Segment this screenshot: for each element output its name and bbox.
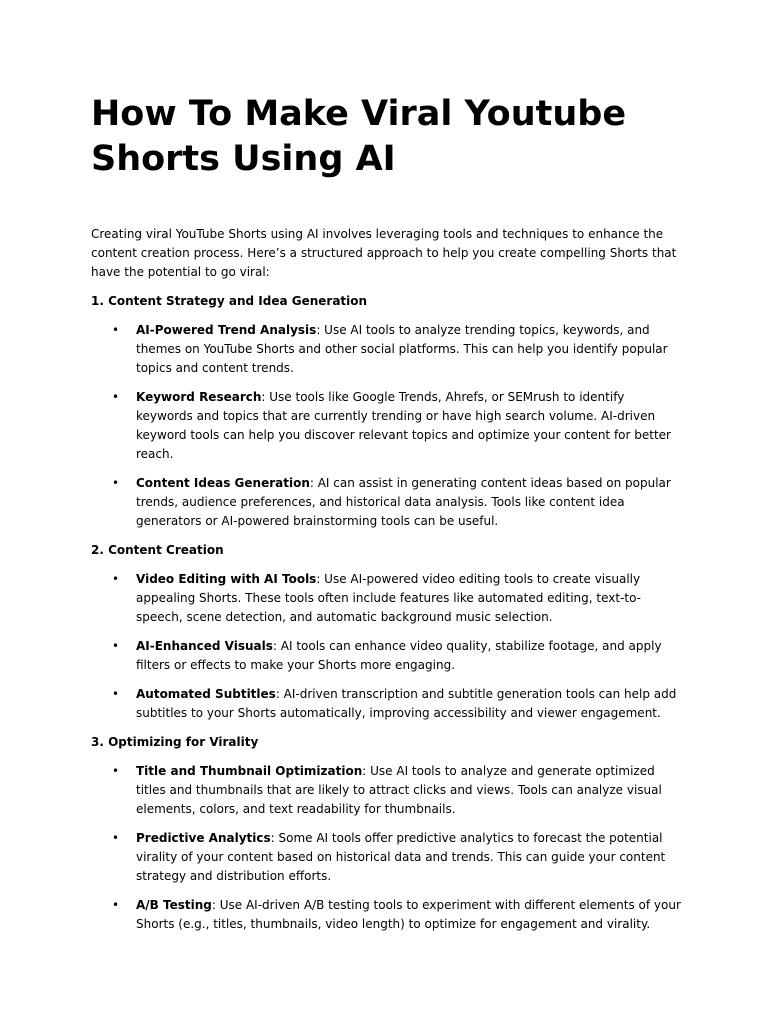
item-term: Video Editing with AI Tools	[136, 572, 317, 586]
item-text: : Use AI tools to analyze and generate optimized titles and thumbnails that are likely to attract clicks and views. Tools can analyze visual elements, colors, and text readability for thumbnails.	[136, 764, 662, 816]
item-term: Automated Subtitles	[136, 687, 276, 701]
document-page	[91, 92, 681, 944]
list-item	[91, 685, 681, 723]
bullet-list	[91, 321, 681, 531]
item-text: : AI can assist in generating content ideas based on popular trends, audience preferences, and historical data analysis. Tools like content idea generators or AI-powered brainstorming tools can be useful.	[136, 476, 671, 528]
item-text: : Use AI-powered video editing tools to create visually appealing Shorts. These tools often include features like automated editing, text-to-speech, scene detection, and automatic background music selection.	[136, 572, 642, 624]
section-heading: 3. Optimizing for Virality	[91, 735, 259, 749]
item-term: A/B Testing	[136, 898, 212, 912]
bullet-list	[91, 570, 681, 723]
item-text: : AI tools can enhance video quality, stabilize footage, and apply filters or effects to make your Shorts more engaging.	[136, 639, 662, 672]
bullet-icon: •	[112, 687, 120, 701]
list-item	[91, 570, 681, 627]
item-term: AI-Enhanced Visuals	[136, 639, 273, 653]
bullet-icon: •	[112, 831, 120, 845]
item-text: : Use tools like Google Trends, Ahrefs, or SEMrush to identify keywords and topics that are currently trending or have high search volume. AI-driven keyword tools can help you discover relevant topics and optimize your content for better reach.	[136, 390, 671, 461]
item-text: : Use AI tools to analyze trending topics, keywords, and themes on YouTube Shorts and other social platforms. This can help you identify popular topics and content trends.	[136, 323, 668, 375]
bullet-icon: •	[112, 898, 120, 912]
item-term: Content Ideas Generation	[136, 476, 310, 490]
item-term: Keyword Research	[136, 390, 262, 404]
bullet-icon: •	[112, 639, 120, 653]
bullet-icon: •	[112, 572, 120, 586]
page-title: How To Make Viral Youtube Shorts Using AI	[91, 94, 627, 179]
list-item	[91, 896, 681, 934]
bullet-icon: •	[112, 476, 120, 490]
section-optimizing-virality	[91, 733, 681, 934]
section-heading: 1. Content Strategy and Idea Generation	[91, 294, 368, 308]
item-term: Predictive Analytics	[136, 831, 271, 845]
list-item	[91, 637, 681, 675]
list-item	[91, 474, 681, 531]
item-term: Title and Thumbnail Optimization	[136, 764, 363, 778]
section-content-creation	[91, 541, 681, 723]
list-item	[91, 829, 681, 886]
list-item	[91, 388, 681, 464]
item-text: : Use AI-driven A/B testing tools to experiment with different elements of your Shorts (e.g., titles, thumbnails, video length) to optimize for engagement and virality.	[136, 898, 681, 931]
item-text: : AI-driven transcription and subtitle generation tools can help add subtitles to your Shorts automatically, improving accessibility and viewer engagement.	[136, 687, 677, 720]
bullet-icon: •	[112, 390, 120, 404]
bullet-icon: •	[112, 323, 120, 337]
bullet-list	[91, 762, 681, 934]
list-item	[91, 762, 681, 819]
section-heading: 2. Content Creation	[91, 543, 224, 557]
bullet-icon: •	[112, 764, 120, 778]
item-term: AI-Powered Trend Analysis	[136, 323, 317, 337]
item-text: : Some AI tools offer predictive analytics to forecast the potential virality of your content based on historical data and trends. This can guide your content strategy and distribution efforts.	[136, 831, 666, 883]
section-content-strategy	[91, 292, 681, 531]
list-item	[91, 321, 681, 378]
intro-paragraph: Creating viral YouTube Shorts using AI involves leveraging tools and techniques to enhance the content creation process. Here’s a structured approach to help you create compelling Shorts that have the potential to go viral:	[91, 227, 677, 279]
